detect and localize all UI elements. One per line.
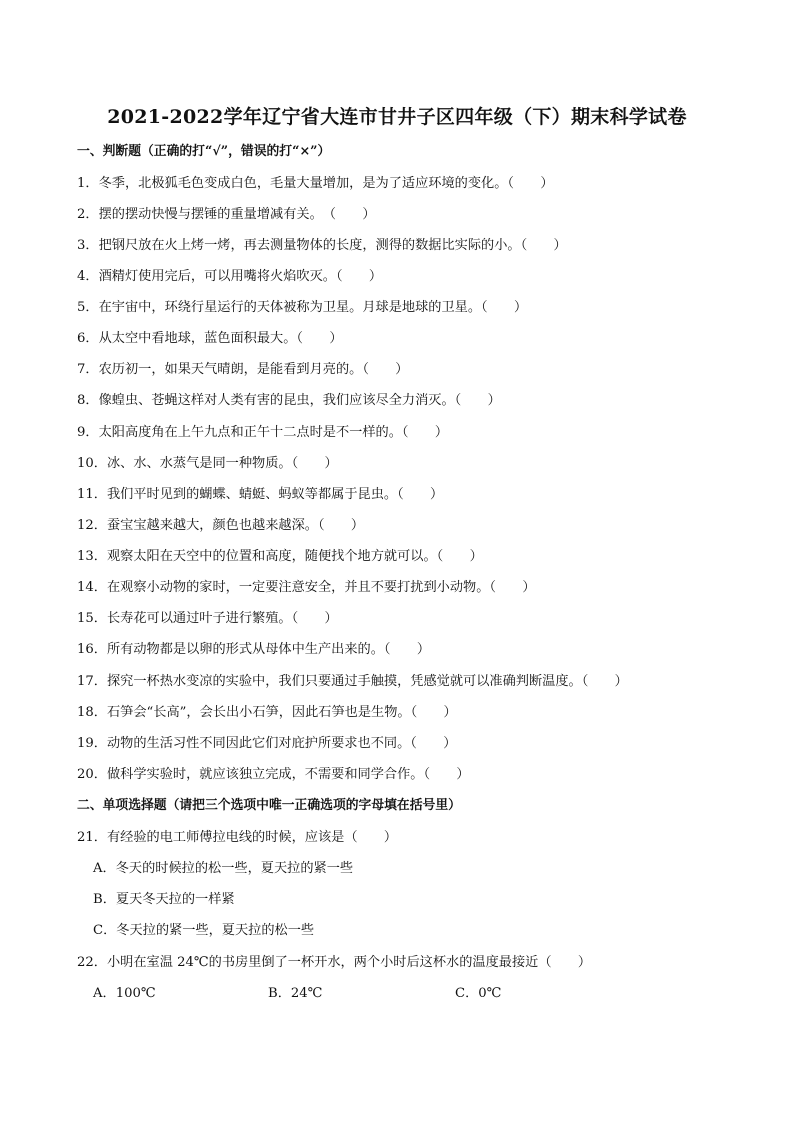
- choice-option: C．0℃: [455, 986, 502, 1001]
- question-item: 14．在观察小动物的家时，一定要注意安全，并且不要打扰到小动物。（ ）: [77, 580, 536, 595]
- question-item: 11．我们平时见到的蝴蝶、蜻蜓、蚂蚁等都属于昆虫。（ ）: [77, 487, 444, 502]
- question-item: 13．观察太阳在天空中的位置和高度，随便找个地方就可以。（ ）: [77, 549, 483, 564]
- question-item: 8．像蝗虫、苍蝇这样对人类有害的昆虫，我们应该尽全力消灭。（ ）: [77, 393, 501, 408]
- question-item: 5．在宇宙中，环绕行星运行的天体被称为卫星。月球是地球的卫星。（ ）: [77, 300, 528, 315]
- question-item: 18．石笋会“长高”，会长出小石笋，因此石笋也是生物。（ ）: [77, 705, 457, 720]
- question-item: 6．从太空中看地球，蓝色面积最大。（ ）: [77, 331, 343, 346]
- question-item: 7．农历初一，如果天气晴朗，是能看到月亮的。（ ）: [77, 362, 409, 377]
- question-item: 9．太阳高度角在上午九点和正午十二点时是不一样的。（ ）: [77, 425, 449, 440]
- question-item: 4．酒精灯使用完后，可以用嘴将火焰吹灭。（ ）: [77, 269, 383, 284]
- question-item: 1．冬季，北极狐毛色变成白色，毛量大量增加，是为了适应环境的变化。（ ）: [77, 176, 554, 191]
- choice-option: B．夏天冬天拉的一样紧: [93, 892, 235, 907]
- question-item: 17．探究一杯热水变凉的实验中，我们只要通过手触摸，凭感觉就可以准确判断温度。（ ）: [77, 674, 628, 689]
- question-item: 20．做科学实验时，就应该独立完成，不需要和同学合作。（ ）: [77, 767, 470, 782]
- question-item: 3．把钢尺放在火上烤一烤，再去测量物体的长度，测得的数据比实际的小。（ ）: [77, 238, 567, 253]
- question-item: 15．长寿花可以通过叶子进行繁殖。（ ）: [77, 611, 338, 626]
- question-item: 16．所有动物都是以卵的形式从母体中生产出来的。（ ）: [77, 642, 431, 657]
- question-item: 22．小明在室温 24℃的书房里倒了一杯开水，两个小时后这杯水的温度最接近（ ）: [77, 955, 592, 970]
- section-heading-judgment: 一、判断题（正确的打“√”，错误的打“×”）: [77, 144, 331, 159]
- choice-option: A．冬天的时候拉的松一些，夏天拉的紧一些: [93, 861, 354, 876]
- choice-option: B．24℃: [268, 986, 323, 1001]
- choice-option: A．100℃: [93, 986, 156, 1001]
- question-item: 21．有经验的电工师傅拉电线的时候，应该是（ ）: [77, 830, 398, 845]
- question-item: 2．摆的摆动快慢与摆锤的重量增减有关。 （ ）: [77, 207, 376, 222]
- question-item: 12．蚕宝宝越来越大，颜色也越来越深。（ ）: [77, 518, 365, 533]
- section-heading-choice: 二、单项选择题（请把三个选项中唯一正确选项的字母填在括号里）: [77, 798, 461, 813]
- page-title: 2021-2022学年辽宁省大连市甘井子区四年级（下）期末科学试卷: [107, 106, 687, 128]
- question-item: 19．动物的生活习性不同因此它们对庇护所要求也不同。（ ）: [77, 736, 457, 751]
- choice-option: C．冬天拉的紧一些，夏天拉的松一些: [93, 923, 315, 938]
- question-item: 10．冰、水、水蒸气是同一种物质。（ ）: [77, 456, 338, 471]
